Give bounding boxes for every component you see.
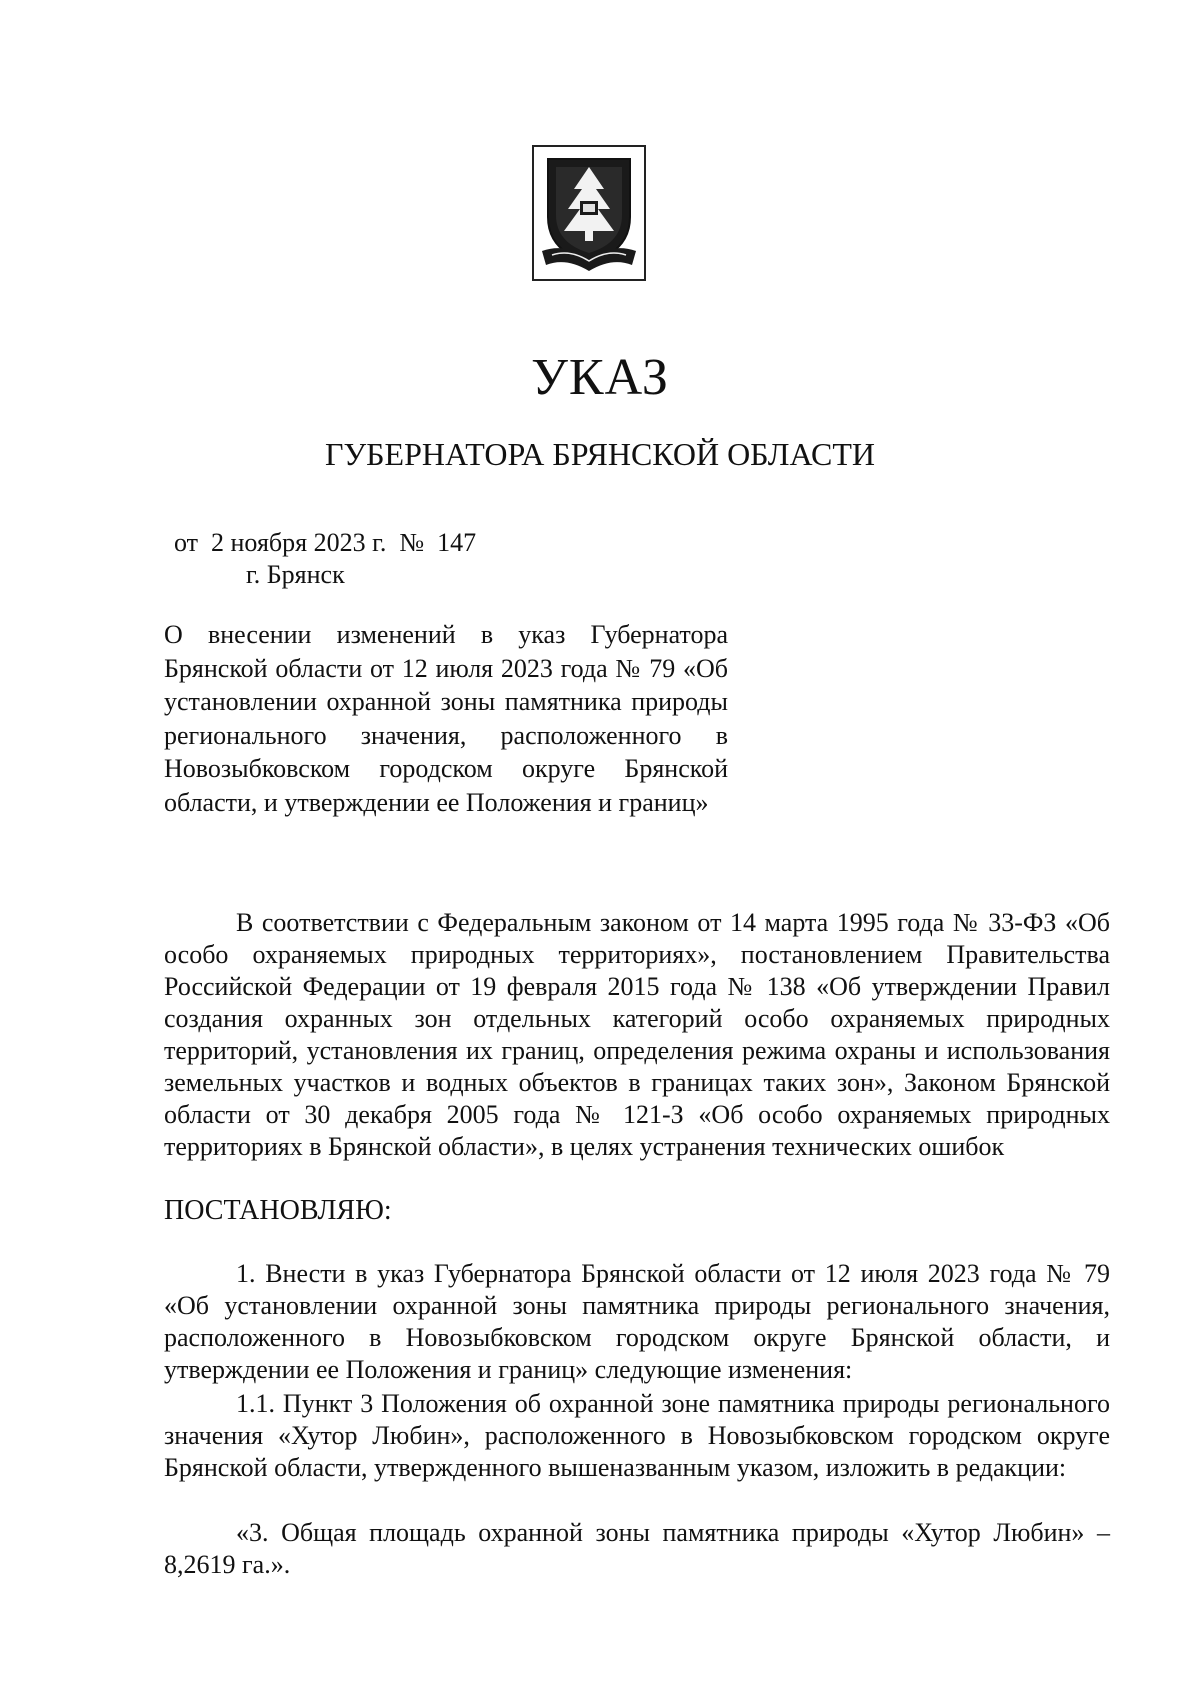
decree-word: ПОСТАНОВЛЯЮ: (164, 1195, 392, 1226)
item-1-1-paragraph: 1.1. Пункт 3 Положения об охранной зоне памятника природы регионального значения «Хутор Любин», расположенного в Новозыбковском городском округе Брянской области, утвержденного вышеназванным указом, изложить в редакции: (164, 1389, 1110, 1482)
document-subtitle: ГУБЕРНАТОРА БРЯНСКОЙ ОБЛАСТИ (325, 436, 875, 472)
decree-date-number: от 2 ноября 2023 г. № 147 (174, 528, 477, 557)
item-1-paragraph: 1. Внести в указ Губернатора Брянской области от 12 июля 2023 года № 79 «Об установлении охранной зоны памятника природы регионального значения, расположенного в Новозыбковском городском округе Брянской области, и утверждении ее Положения и границ» следующие изменения: (164, 1259, 1110, 1384)
intro-paragraph: В соответствии с Федеральным законом от 14 марта 1995 года № 33-ФЗ «Об особо охраняемых природных территориях», постановлением Правительства Российской Федерации от 19 февраля 2015 года № 138 «Об утверждении Правил создания охранных зон отдельных категорий особо охраняемых природных территорий, установления их границ, определения режима охраны и использования земельных участков и водных объектов в границах таких зон», Законом Брянской области от 30 декабря 2005 года № 121-З «Об особо охраняемых природных территориях в Брянской области», в целях устранения технических ошибок (164, 908, 1110, 1161)
document-title: УКАЗ (531, 349, 669, 406)
quoted-amendment-paragraph: «3. Общая площадь охранной зоны памятника природы «Хутор Любин» – 8,2619 га.». (164, 1518, 1110, 1579)
coat-of-arms-icon (534, 147, 644, 279)
decree-city: г. Брянск (246, 560, 345, 589)
decree-heading: О внесении изменений в указ Губернатора Брянской области от 12 июля 2023 года № 79 «Об установлении охранной зоны памятника природы регионального значения, расположенного в Новозыбковском городском округе Брянской области, и утверждении ее Положения и границ» (164, 620, 728, 817)
coat-of-arms-emblem (532, 145, 646, 281)
